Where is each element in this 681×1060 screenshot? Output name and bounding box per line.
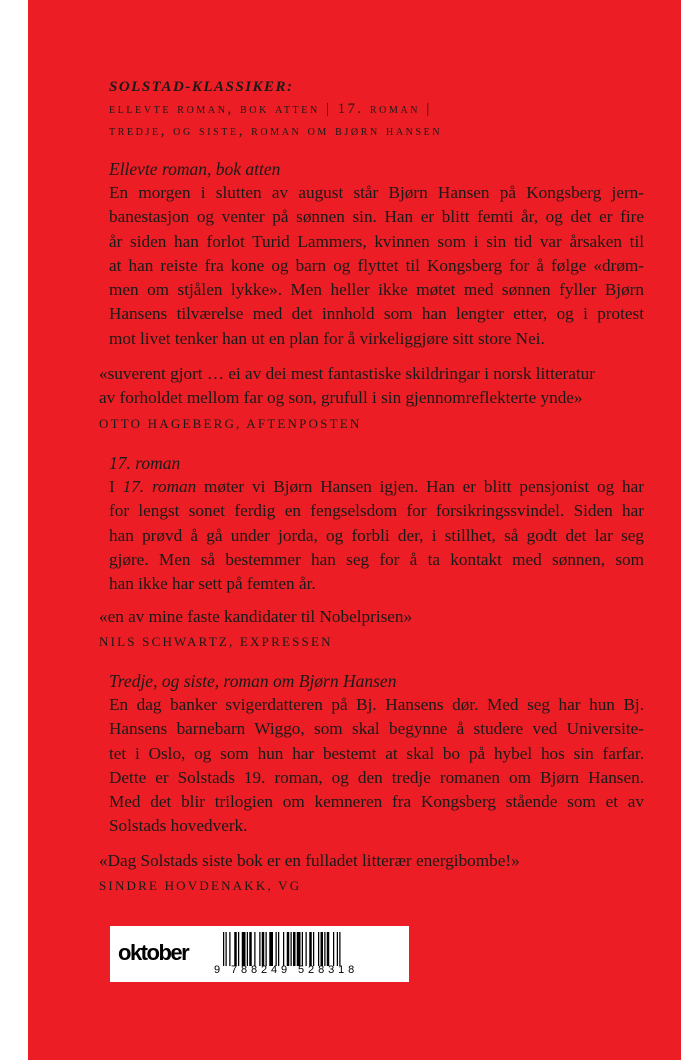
section-title: Tredje, og siste, roman om Bjørn Hansen xyxy=(109,671,397,691)
barcode-bar xyxy=(262,932,265,966)
section-ellevte-roman xyxy=(109,157,644,351)
section-17-roman xyxy=(109,451,644,596)
barcode-panel xyxy=(110,926,409,982)
body-line: men om stjålen lykke». Men heller ikke møtet med sønnen fyller Bjørn xyxy=(109,280,644,300)
quote-line: av forholdet mellom far og son, grufull i sin gjennomreflekterte ynde» xyxy=(99,388,583,408)
body-line: han prøvd å gå under jorda, og forbli der, i stillhet, så godt det lar seg xyxy=(109,525,644,545)
review-quote-1 xyxy=(99,362,659,435)
barcode-bar xyxy=(318,932,319,966)
section-title: Ellevte roman, bok atten xyxy=(109,159,281,179)
barcode-bar xyxy=(269,932,273,966)
barcode-bar xyxy=(254,932,255,966)
body-line: han ikke har sett på femten år. xyxy=(109,574,316,594)
isbn-digits: 9 788249 528318 xyxy=(214,964,359,976)
barcode-bar xyxy=(324,932,325,966)
body-line: En morgen i slutten av august står Bjørn Hansen på Kongsberg jern- xyxy=(109,183,644,202)
body-line: for lengst sonet ferdig en fengselsdom for forsikringssvindel. Siden har xyxy=(109,501,644,521)
section-title: 17. roman xyxy=(109,453,181,473)
barcode-bar xyxy=(242,932,246,966)
section-body xyxy=(109,181,644,351)
body-line: Dette er Solstads 19. roman, og den tredje romanen om Bjørn Hansen. xyxy=(109,767,644,787)
barcode-bar xyxy=(293,932,296,966)
body-line: Med det blir trilogien om kemneren fra Kongsberg stående som et av xyxy=(109,792,644,812)
body-line: tet i Oslo, og som hun har bestemt at skal bo på hybel hos sin farfar. xyxy=(109,743,644,763)
barcode-bar xyxy=(297,932,301,966)
body-line: Solstads hovedverk. xyxy=(109,816,248,836)
body-line: gjøre. Men så bestemmer han seg for å ta kontakt med sønnen, som xyxy=(109,549,644,569)
body-line: at han reiste fra kone og barn og flyttet til Kongsberg for å følge «drøm- xyxy=(109,255,644,275)
publisher-logo: oktober xyxy=(118,940,189,965)
barcode-bar xyxy=(291,932,292,966)
titles-line-2: tredje, og siste, roman om bjørn hansen xyxy=(109,123,443,139)
isbn-barcode xyxy=(223,932,403,966)
barcode-bar xyxy=(266,932,267,966)
body-line xyxy=(109,475,644,499)
quote-attribution: NILS SCHWARTZ, EXPRESSEN xyxy=(99,634,333,650)
barcode-bar xyxy=(309,932,312,966)
barcode-bar xyxy=(223,932,224,966)
series-label: SOLSTAD-KLASSIKER: xyxy=(109,79,294,95)
quote-text xyxy=(99,362,659,411)
body-line: Hansens barnebarn Wiggo, som skal begynne å studere ved Universite- xyxy=(109,719,644,739)
quote-line: «suverent gjort … ei av dei mest fantastiske skildringar i norsk litteratur xyxy=(99,364,595,383)
barcode-bar xyxy=(339,932,340,966)
quote-attribution: OTTO HAGEBERG, AFTENPOSTEN xyxy=(99,415,362,431)
body-line: Hansens tilværelse med det innhold som han lengter etter, og i protest xyxy=(109,304,644,324)
barcode-bar xyxy=(278,932,279,966)
barcode-bar xyxy=(259,932,260,966)
book-back-cover xyxy=(28,0,681,1060)
section-body xyxy=(109,475,644,596)
quote-line: «Dag Solstads siste bok er en fulladet litterær energibombe!» xyxy=(99,851,520,870)
body-line: banestasjon og venter på sønnen sin. Han er blitt femti år, og det er fire xyxy=(109,207,644,227)
body-line: mot livet tenker han ut en plan for å virkeliggjøre sitt store Nei. xyxy=(109,328,545,348)
section-tredje-roman xyxy=(109,669,644,839)
barcode-bar xyxy=(283,932,284,966)
review-quote-3 xyxy=(99,849,659,897)
barcode-bar xyxy=(238,932,239,966)
body-fragment: I xyxy=(109,477,123,496)
barcode-bar xyxy=(302,932,303,966)
barcode-bar xyxy=(229,932,230,966)
book-title-italic: 17. roman xyxy=(122,477,197,496)
body-line: år siden han forlot Turid Lammers, kvinnen som i sin tid var årsaken til xyxy=(109,231,644,251)
barcode-bar xyxy=(313,932,314,966)
barcode-bar xyxy=(226,932,227,966)
barcode-bar xyxy=(333,932,334,966)
barcode-bar xyxy=(337,932,338,966)
quote-text xyxy=(99,849,659,873)
quote-text xyxy=(99,605,659,629)
series-header xyxy=(109,76,649,142)
quote-line: «en av mine faste kandidater til Nobelprisen» xyxy=(99,607,413,626)
review-quote-2 xyxy=(99,605,659,653)
titles-line-1: ellevte roman, bok atten | 17. roman | xyxy=(109,101,432,117)
body-line: En dag banker svigerdatteren på Bj. Hansens dør. Med seg har hun Bj. xyxy=(109,695,644,714)
barcode-bar xyxy=(327,932,330,966)
section-body xyxy=(109,693,644,839)
barcode-bar xyxy=(321,932,324,966)
quote-attribution: SINDRE HOVDENAKK, VG xyxy=(99,878,302,894)
barcode-bar xyxy=(234,932,237,966)
body-fragment: møter vi Bjørn Hansen igjen. Han er blitt pensjonist og har xyxy=(196,477,644,496)
barcode-bar xyxy=(247,932,248,966)
barcode-bar xyxy=(249,932,252,966)
barcode-bar xyxy=(276,932,277,966)
barcode-bar xyxy=(287,932,290,966)
barcode-bar xyxy=(306,932,307,966)
